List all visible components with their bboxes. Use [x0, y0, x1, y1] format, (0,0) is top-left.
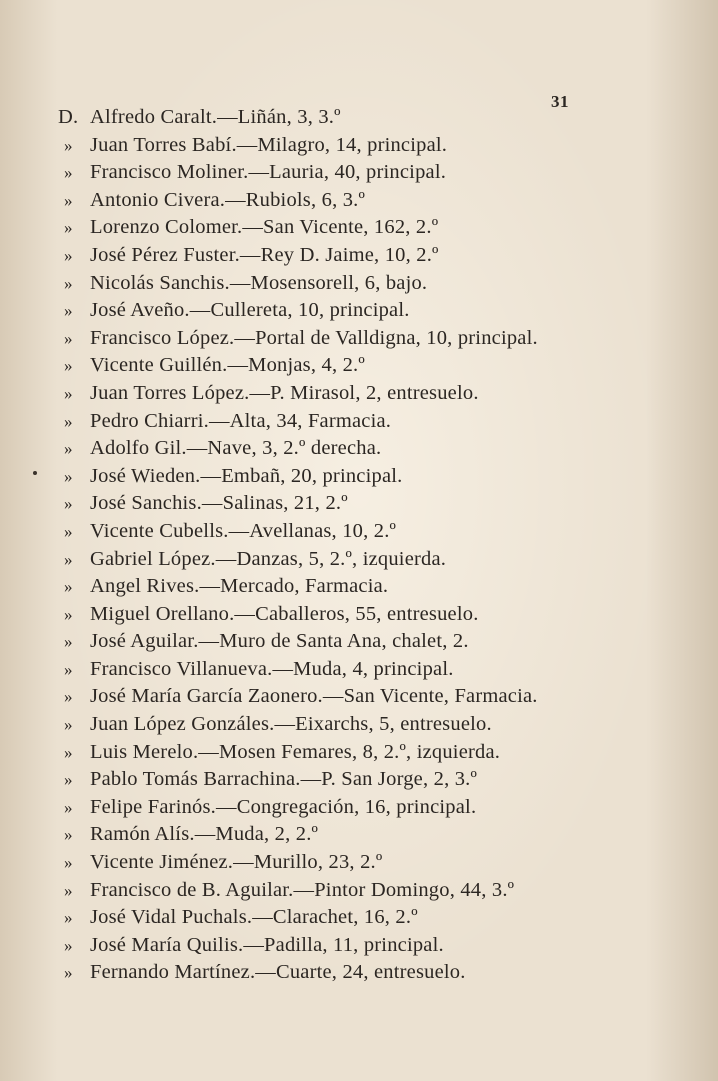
list-item — [58, 877, 538, 905]
entry-text: Francisco López.—Portal de Valldigna, 10, principal. — [90, 326, 538, 349]
entry-text: Adolfo Gil.—Nave, 3, 2.º derecha. — [90, 437, 382, 460]
entry-prefix: » — [64, 521, 73, 541]
list-item — [58, 187, 538, 215]
entry-text: Juan Torres Babí.—Milagro, 14, principal. — [90, 133, 448, 156]
entry-prefix: » — [64, 880, 73, 900]
list-item — [58, 959, 538, 987]
entry-prefix: » — [64, 687, 73, 707]
list-item — [58, 932, 538, 960]
entry-prefix: » — [64, 494, 73, 514]
list-item — [58, 711, 538, 739]
entry-text: Luis Merelo.—Mosen Femares, 8, 2.º, izquierda. — [90, 740, 501, 763]
page-number: 31 — [551, 92, 569, 111]
list-item — [58, 849, 538, 877]
entry-text: José María Quilis.—Padilla, 11, principal. — [90, 933, 444, 956]
entry-prefix: » — [64, 466, 73, 486]
list-item — [58, 242, 538, 270]
ink-speck — [33, 471, 37, 475]
entry-prefix: » — [64, 908, 73, 928]
list-item — [58, 408, 538, 436]
list-item — [58, 601, 538, 629]
entry-prefix: » — [64, 577, 73, 597]
entry-text: Lorenzo Colomer.—San Vicente, 162, 2.º — [90, 216, 439, 239]
list-item — [58, 435, 538, 463]
entry-prefix: » — [64, 356, 73, 376]
entry-text: Francisco Moliner.—Lauria, 40, principal. — [90, 161, 447, 184]
entry-text: José Aveño.—Cullereta, 10, principal. — [90, 299, 410, 322]
list-item — [58, 821, 538, 849]
list-item — [58, 159, 538, 187]
list-item — [58, 104, 538, 132]
entry-text: Juan Torres López.—P. Mirasol, 2, entresuelo. — [90, 381, 479, 404]
entry-text: Alfredo Caralt.—Liñán, 3, 3.º — [90, 106, 341, 128]
entry-prefix: » — [64, 770, 73, 790]
entry-prefix: » — [64, 273, 73, 293]
list-item — [58, 463, 538, 491]
list-item — [58, 656, 538, 684]
entry-text: Gabriel López.—Danzas, 5, 2.º, izquierda. — [90, 547, 447, 570]
list-item — [58, 739, 538, 767]
list-item — [58, 352, 538, 380]
address-list — [58, 104, 538, 987]
entry-prefix: » — [64, 604, 73, 624]
list-item — [58, 270, 538, 298]
entry-prefix: » — [64, 549, 73, 569]
entry-prefix: » — [64, 853, 73, 873]
list-item — [58, 380, 538, 408]
list-item — [58, 518, 538, 546]
list-item — [58, 904, 538, 932]
entry-text: Francisco Villanueva.—Muda, 4, principal. — [90, 657, 454, 680]
entry-prefix: » — [64, 659, 73, 679]
list-item — [58, 546, 538, 574]
list-item — [58, 214, 538, 242]
entry-prefix: » — [64, 963, 73, 983]
entry-prefix: » — [64, 190, 73, 210]
entry-text: Angel Rives.—Mercado, Farmacia. — [90, 575, 389, 598]
entry-text: Vicente Jiménez.—Murillo, 23, 2.º — [90, 851, 383, 874]
list-item — [58, 132, 538, 160]
list-item — [58, 573, 538, 601]
list-item — [58, 297, 538, 325]
entry-prefix: » — [64, 715, 73, 735]
entry-prefix: » — [64, 825, 73, 845]
entry-prefix: » — [64, 301, 73, 321]
entry-prefix: » — [64, 383, 73, 403]
entry-text: Miguel Orellano.—Caballeros, 55, entresuelo. — [90, 602, 479, 625]
list-item — [58, 683, 538, 711]
list-item — [58, 628, 538, 656]
list-item — [58, 325, 538, 353]
entry-text: Nicolás Sanchis.—Mosensorell, 6, bajo. — [90, 271, 428, 294]
entry-text: Pablo Tomás Barrachina.—P. San Jorge, 2, 3.º — [90, 768, 478, 791]
entry-text: Francisco de B. Aguilar.—Pintor Domingo, 44, 3.º — [90, 878, 515, 901]
entry-text: José Wieden.—Embañ, 20, principal. — [90, 464, 403, 487]
list-item — [58, 766, 538, 794]
entry-text: Felipe Farinós.—Congregación, 16, principal. — [90, 795, 477, 818]
entry-text: Antonio Civera.—Rubiols, 6, 3.º — [90, 188, 366, 211]
entry-text: Pedro Chiarri.—Alta, 34, Farmacia. — [90, 409, 392, 432]
entry-text: Vicente Guillén.—Monjas, 4, 2.º — [90, 354, 365, 377]
entry-text: Fernando Martínez.—Cuarte, 24, entresuelo. — [90, 961, 466, 984]
entry-text: José María García Zaonero.—San Vicente, Farmacia. — [90, 685, 538, 708]
entry-text: José Pérez Fuster.—Rey D. Jaime, 10, 2.º — [90, 243, 439, 266]
entry-prefix: » — [64, 411, 73, 431]
entry-text: José Sanchis.—Salinas, 21, 2.º — [90, 492, 348, 515]
entry-prefix: D. — [58, 106, 79, 128]
entry-text: Juan López Gonzáles.—Eixarchs, 5, entresuelo. — [90, 713, 492, 736]
entry-prefix: » — [64, 245, 73, 265]
entry-prefix: » — [64, 135, 73, 155]
entry-prefix: » — [64, 218, 73, 238]
entry-prefix: » — [64, 632, 73, 652]
entry-text: José Aguilar.—Muro de Santa Ana, chalet, 2. — [90, 630, 469, 653]
entry-text: Vicente Cubells.—Avellanas, 10, 2.º — [90, 519, 397, 542]
entry-text: José Vidal Puchals.—Clarachet, 16, 2.º — [90, 906, 418, 929]
entry-text: Ramón Alís.—Muda, 2, 2.º — [90, 823, 319, 846]
list-item — [58, 490, 538, 518]
entry-prefix: » — [64, 797, 73, 817]
list-item — [58, 794, 538, 822]
entry-prefix: » — [64, 328, 73, 348]
entry-prefix: » — [64, 163, 73, 183]
entry-prefix: » — [64, 439, 73, 459]
entry-prefix: » — [64, 742, 73, 762]
entry-prefix: » — [64, 935, 73, 955]
